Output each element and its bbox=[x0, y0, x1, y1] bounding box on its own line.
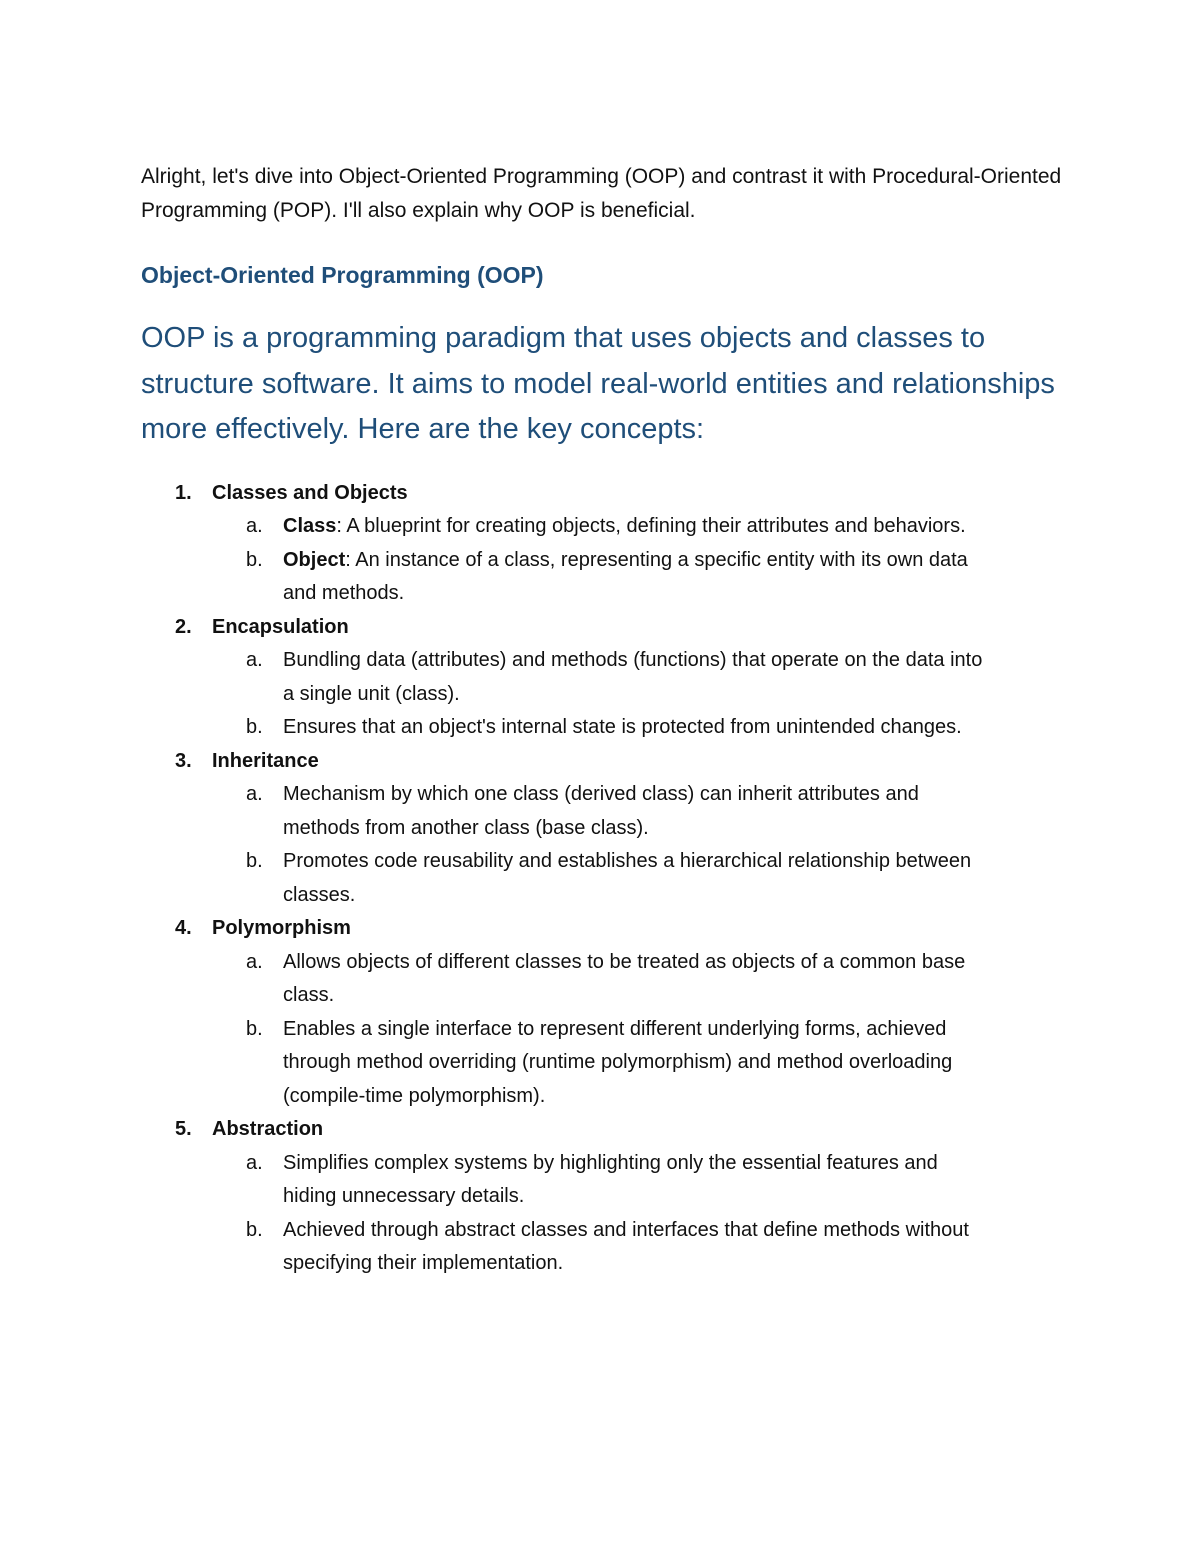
point-letter: a. bbox=[246, 1151, 263, 1174]
point-letter: b. bbox=[246, 1017, 263, 1040]
concept-number: 5. bbox=[175, 1118, 192, 1140]
concept-points bbox=[212, 946, 1066, 1114]
concept-item-inheritance bbox=[141, 745, 1066, 913]
concept-points bbox=[212, 1147, 1066, 1281]
list-item bbox=[212, 544, 983, 611]
point-text: Allows objects of different classes to be treated as objects of a common base class. bbox=[283, 950, 966, 1006]
concept-title: Encapsulation bbox=[212, 615, 349, 638]
point-letter: b. bbox=[246, 1218, 263, 1241]
point-letter: b. bbox=[246, 716, 263, 738]
concept-number: 2. bbox=[175, 615, 192, 638]
point-letter: a. bbox=[246, 649, 263, 671]
list-item bbox=[212, 845, 983, 912]
concept-points bbox=[212, 644, 1066, 745]
point-text: Ensures that an object's internal state is protected from unintended changes. bbox=[283, 716, 962, 738]
concept-item-classes-and-objects bbox=[141, 477, 1066, 611]
point-letter: a. bbox=[246, 950, 263, 973]
point-text: : An instance of a class, representing a specific entity with its own data and methods. bbox=[283, 548, 968, 604]
list-item bbox=[212, 946, 983, 1013]
point-term: Object bbox=[283, 548, 346, 571]
section-lead-paragraph: OOP is a programming paradigm that uses objects and classes to structure software. It aims to model real-world entities and relationships more effectively. Here are the key concepts: bbox=[141, 322, 1055, 445]
list-item bbox=[212, 711, 983, 745]
concept-title: Classes and Objects bbox=[212, 481, 408, 504]
intro-paragraph: Alright, let's dive into Object-Oriented Programming (OOP) and contrast it with Procedural-Oriented Programming (POP). I'll also explain why OOP is beneficial. bbox=[141, 165, 1062, 222]
concept-number: 1. bbox=[175, 481, 192, 504]
concept-points bbox=[212, 510, 1066, 611]
list-item bbox=[212, 1147, 983, 1214]
document-content bbox=[141, 160, 1066, 1281]
point-term: Class bbox=[283, 515, 337, 537]
point-letter: a. bbox=[246, 515, 263, 537]
concept-item-abstraction bbox=[141, 1113, 1066, 1281]
point-text: Bundling data (attributes) and methods (functions) that operate on the data into a single unit (class). bbox=[283, 649, 983, 705]
concept-list bbox=[141, 477, 1066, 1281]
point-letter: b. bbox=[246, 548, 263, 571]
concept-title: Polymorphism bbox=[212, 917, 351, 939]
point-text: Simplifies complex systems by highlighting only the essential features and hiding unnecessary details. bbox=[283, 1151, 938, 1207]
list-item bbox=[212, 644, 983, 711]
point-text: : A blueprint for creating objects, defining their attributes and behaviors. bbox=[336, 515, 966, 537]
point-text: Mechanism by which one class (derived class) can inherit attributes and methods from another class (base class). bbox=[283, 783, 919, 839]
concept-points bbox=[212, 778, 1066, 912]
list-item bbox=[212, 510, 983, 544]
list-item bbox=[212, 1214, 983, 1281]
section-heading: Object-Oriented Programming (OOP) bbox=[141, 262, 544, 288]
concept-title: Abstraction bbox=[212, 1118, 324, 1140]
point-text: Achieved through abstract classes and interfaces that define methods without specifying their implementation. bbox=[283, 1218, 969, 1274]
concept-item-polymorphism bbox=[141, 912, 1066, 1113]
concept-number: 4. bbox=[175, 917, 192, 939]
point-text: Promotes code reusability and establishes a hierarchical relationship between classes. bbox=[283, 850, 972, 906]
point-letter: b. bbox=[246, 850, 263, 872]
concept-title: Inheritance bbox=[212, 749, 319, 772]
point-letter: a. bbox=[246, 783, 263, 805]
concept-number: 3. bbox=[175, 749, 192, 772]
concept-item-encapsulation bbox=[141, 611, 1066, 745]
list-item bbox=[212, 1013, 983, 1114]
point-text: Enables a single interface to represent different underlying forms, achieved through method overriding (runtime polymorphism) and method overloading (compile-time polymorphism). bbox=[283, 1017, 953, 1107]
list-item bbox=[212, 778, 983, 845]
